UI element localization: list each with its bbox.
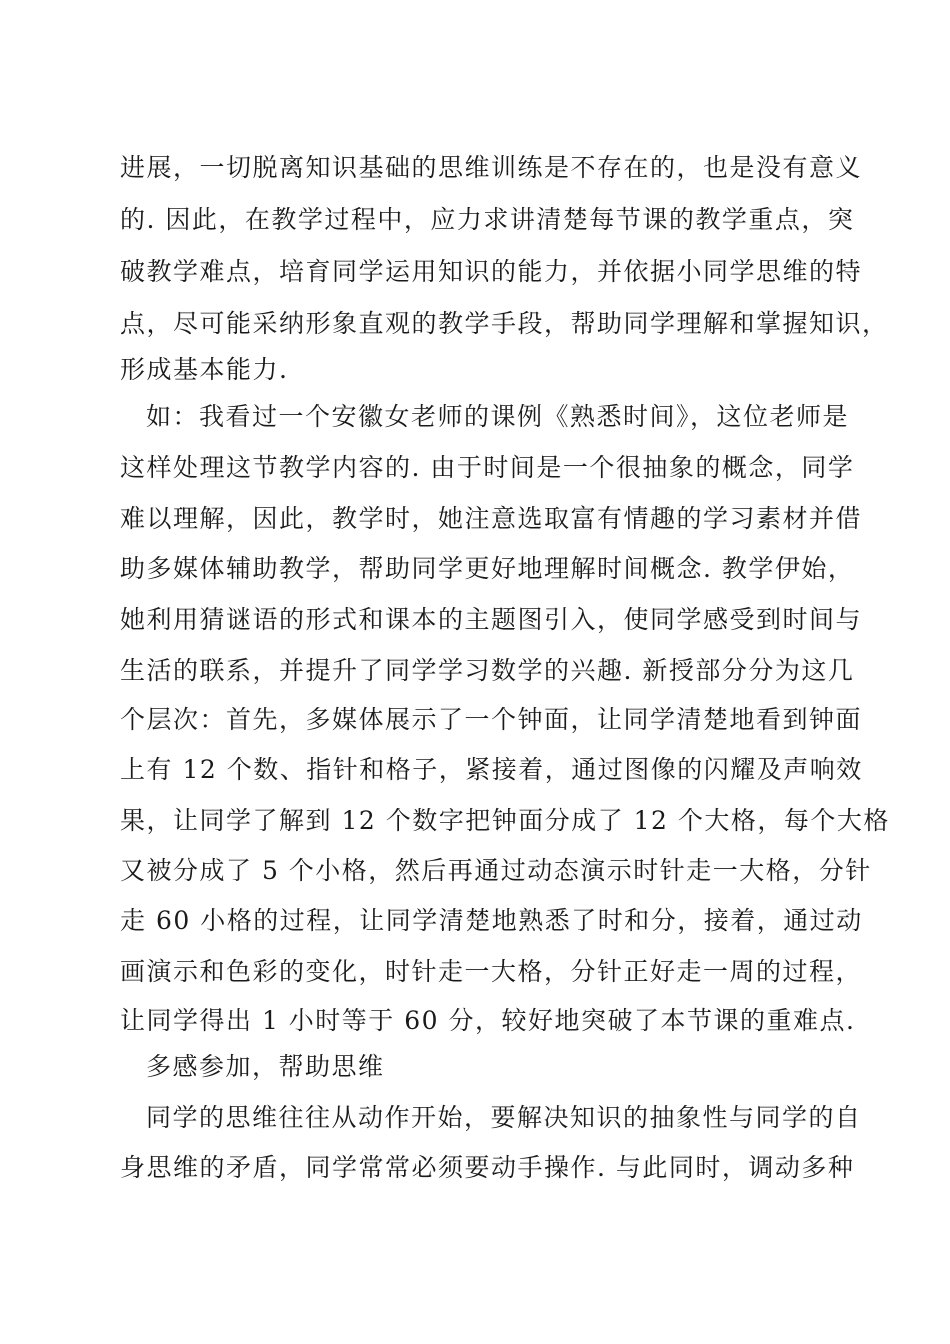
text-line: 这样处理这节教学内容的. 由于时间是一个很抽象的概念，同学: [120, 453, 855, 482]
section-heading: 多感参加，帮助思维: [146, 1052, 385, 1081]
paragraph-first-line: 同学的思维往往从动作开始，要解决知识的抽象性与同学的自: [146, 1103, 862, 1132]
text-line: 果，让同学了解到 12 个数字把钟面分成了 12 个大格，每个大格: [120, 806, 890, 835]
text-line: 生活的联系，并提升了同学学习数学的兴趣. 新授部分分为这几: [120, 656, 855, 685]
text-line: 走 60 小格的过程，让同学清楚地熟悉了时和分，接着，通过动: [120, 906, 863, 935]
text-line: 身思维的矛盾，同学常常必须要动手操作. 与此同时，调动多种: [120, 1153, 855, 1182]
text-line: 点，尽可能采纳形象直观的教学手段，帮助同学理解和掌握知识，: [120, 309, 889, 338]
text-line: 破教学难点，培育同学运用知识的能力，并依据小同学思维的特: [120, 257, 863, 286]
text-line: 上有 12 个数、指针和格子，紧接着，通过图像的闪耀及声响效: [120, 755, 863, 784]
text-line: 让同学得出 1 小时等于 60 分，较好地突破了本节课的重难点.: [120, 1006, 856, 1035]
text-line: 的. 因此，在教学过程中，应力求讲清楚每节课的教学重点，突: [120, 205, 855, 234]
text-line: 助多媒体辅助教学，帮助同学更好地理解时间概念. 教学伊始，: [120, 554, 855, 583]
paragraph-first-line: 如：我看过一个安徽女老师的课例《熟悉时间》，这位老师是: [146, 402, 850, 431]
text-line: 她利用猜谜语的形式和课本的主题图引入，使同学感受到时间与: [120, 605, 863, 634]
text-line: 难以理解，因此，教学时，她注意选取富有情趣的学习素材并借: [120, 504, 863, 533]
text-line: 画演示和色彩的变化，时针走一大格，分针正好走一周的过程，: [120, 957, 863, 986]
text-line: 又被分成了 5 个小格，然后再通过动态演示时针走一大格，分针: [120, 856, 872, 885]
text-line: 形成基本能力.: [120, 355, 289, 384]
text-line: 个层次：首先，多媒体展示了一个钟面，让同学清楚地看到钟面: [120, 705, 863, 734]
text-line: 进展，一切脱离知识基础的思维训练是不存在的，也是没有意义: [120, 153, 863, 182]
